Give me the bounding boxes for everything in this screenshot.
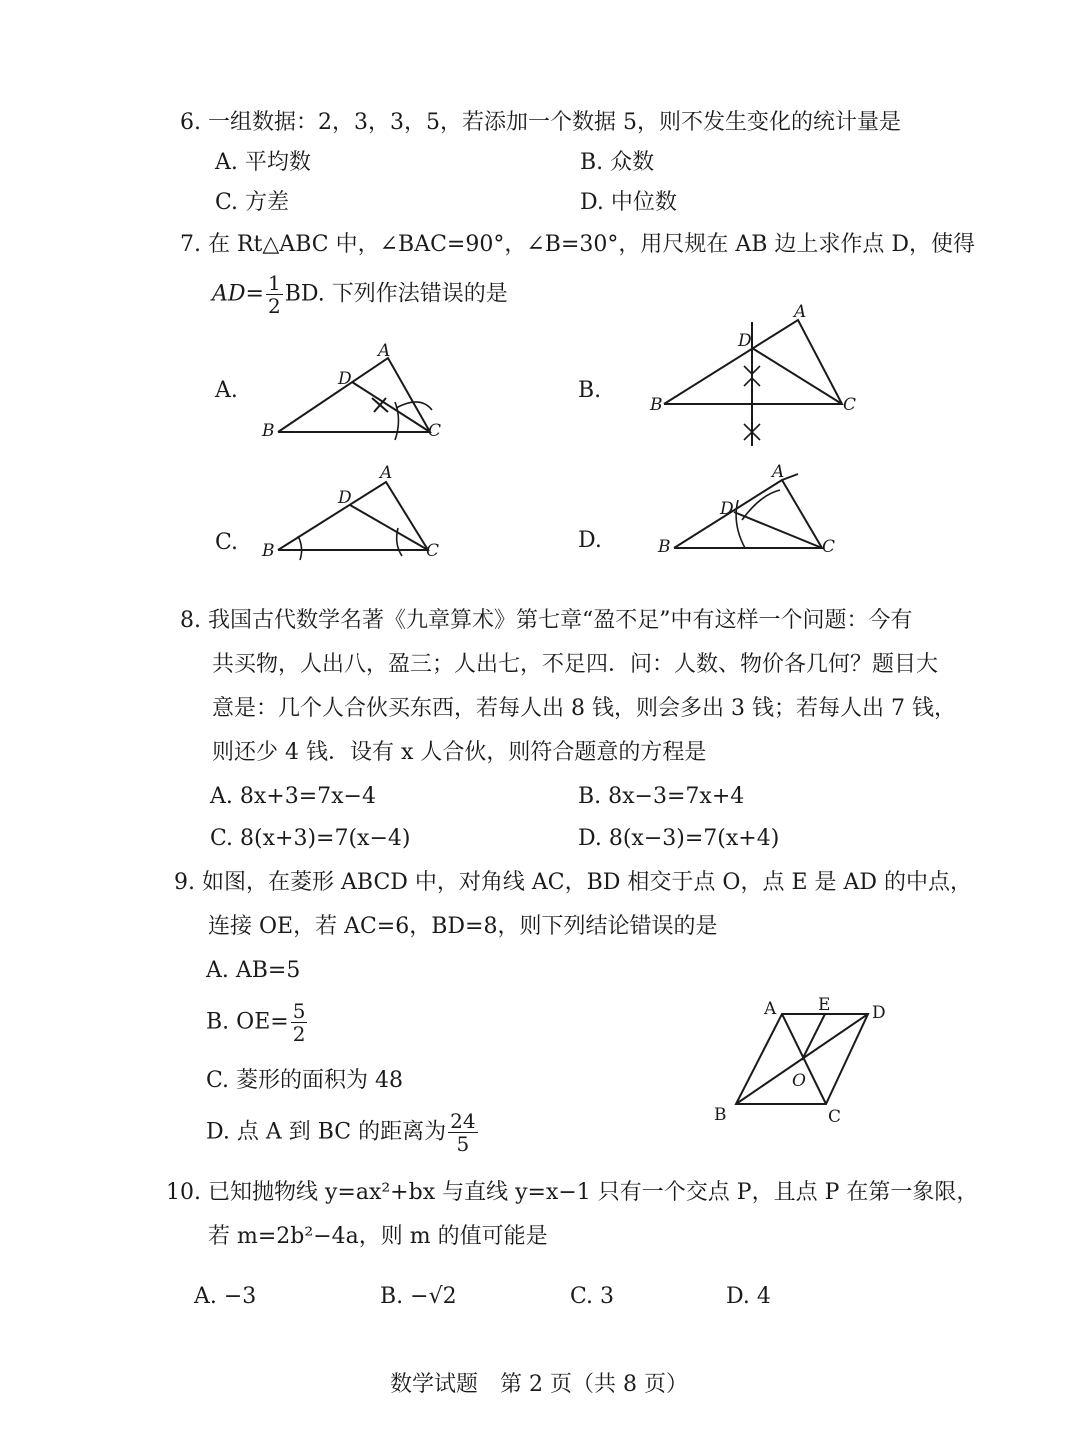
fig-c-label-d: D	[338, 488, 352, 508]
fig-d-label-a: A	[772, 462, 785, 482]
q9-option-c: C. 菱形的面积为 48	[206, 1068, 404, 1093]
fig-d-label-d: D	[720, 499, 734, 519]
page-footer: 数学试题 第 2 页（共 8 页）	[390, 1372, 688, 1397]
q7-option-d-label: D.	[578, 528, 602, 553]
q6-stem: 6. 一组数据：2，3，3，5，若添加一个数据 5，则不发生变化的统计量是	[180, 110, 901, 135]
fig-c-label-b: B	[262, 541, 275, 561]
q9-b-num: 5	[292, 999, 306, 1023]
fig-a-label-d: D	[338, 369, 352, 389]
rhombus-label-e: E	[818, 995, 831, 1015]
q9-d-den: 5	[456, 1132, 470, 1156]
fig-a-label-c: C	[428, 421, 442, 441]
q10-option-d: D. 4	[726, 1284, 771, 1309]
q8-option-d: D. 8(x−3)=7(x+4)	[578, 826, 780, 851]
q7-option-a-label: A.	[215, 378, 238, 403]
rhombus-label-b: B	[714, 1105, 727, 1125]
q7-stem-line1: 7. 在 Rt△ABC 中，∠BAC=90°，∠B=30°，用尺规在 AB 边上求作点 D，使得	[180, 232, 976, 257]
q10-stem-line2: 若 m=2b²−4a，则 m 的值可能是	[208, 1224, 548, 1249]
q9-option-d-text: D. 点 A 到 BC 的距离为	[206, 1119, 447, 1145]
rhombus-label-c: C	[828, 1107, 842, 1127]
q6-option-b: B. 众数	[580, 150, 655, 175]
fig-b-label-d: D	[738, 331, 752, 351]
fig-b-label-b: B	[650, 395, 663, 415]
q9-option-b-text: B. OE=	[206, 1009, 289, 1035]
q7-stem-tail: BD. 下列作法错误的是	[284, 281, 508, 307]
q9-b-den: 2	[292, 1022, 306, 1046]
q7-option-b-label: B.	[578, 378, 602, 403]
fig-d-label-c: C	[822, 537, 836, 557]
q6-option-c: C. 方差	[215, 190, 290, 215]
q8-stem-line4: 则还少 4 钱．设有 x 人合伙，则符合题意的方程是	[212, 740, 707, 765]
q8-stem-line3: 意是：几个人合伙买东西，若每人出 8 钱，则会多出 3 钱；若每人出 7 钱，	[212, 696, 956, 721]
fig-b-label-a: A	[794, 302, 807, 322]
q7-frac-num: 1	[267, 271, 281, 295]
q9-option-a: A. AB=5	[206, 958, 301, 983]
fig-c-label-c: C	[426, 541, 440, 561]
rhombus-label-d: D	[872, 1003, 886, 1023]
fig-c-label-a: A	[380, 463, 393, 483]
q10-option-a: A. −3	[194, 1284, 257, 1309]
q8-stem-line1: 8. 我国古代数学名著《九章算术》第七章“盈不足”中有这样一个问题：今有	[180, 608, 913, 633]
q7-option-c-label: C.	[215, 530, 239, 555]
q6-option-d: D. 中位数	[580, 190, 677, 215]
q10-option-b: B. −√2	[380, 1284, 457, 1309]
q8-option-b: B. 8x−3=7x+4	[578, 784, 745, 809]
rhombus-label-a: A	[764, 999, 777, 1019]
fig-a-label-b: B	[262, 421, 275, 441]
q6-option-a: A. 平均数	[215, 150, 311, 175]
q7-ad-equals: AD=	[212, 281, 264, 307]
q10-option-c: C. 3	[570, 1284, 615, 1309]
q8-option-c: C. 8(x+3)=7(x−4)	[210, 826, 411, 851]
q10-stem-line1: 10. 已知抛物线 y=ax²+bx 与直线 y=x−1 只有一个交点 P，且点 P 在第一象限，	[166, 1180, 979, 1205]
q8-stem-line2: 共买物，人出八，盈三；人出七，不足四．问：人数、物价各几何？题目大	[212, 652, 939, 677]
q9-stem-line1: 9. 如图，在菱形 ABCD 中，对角线 AC，BD 相交于点 O，点 E 是 AD 的中点，	[174, 870, 973, 895]
q9-d-num: 24	[450, 1109, 476, 1133]
rhombus-label-o: O	[792, 1071, 806, 1091]
q7-frac-den: 2	[267, 294, 281, 318]
q8-option-a: A. 8x+3=7x−4	[210, 784, 376, 809]
fig-d-label-b: B	[658, 537, 671, 557]
fig-a-label-a: A	[378, 341, 391, 361]
fig-b-label-c: C	[843, 395, 857, 415]
q9-stem-line2: 连接 OE，若 AC=6，BD=8，则下列结论错误的是	[208, 914, 718, 939]
